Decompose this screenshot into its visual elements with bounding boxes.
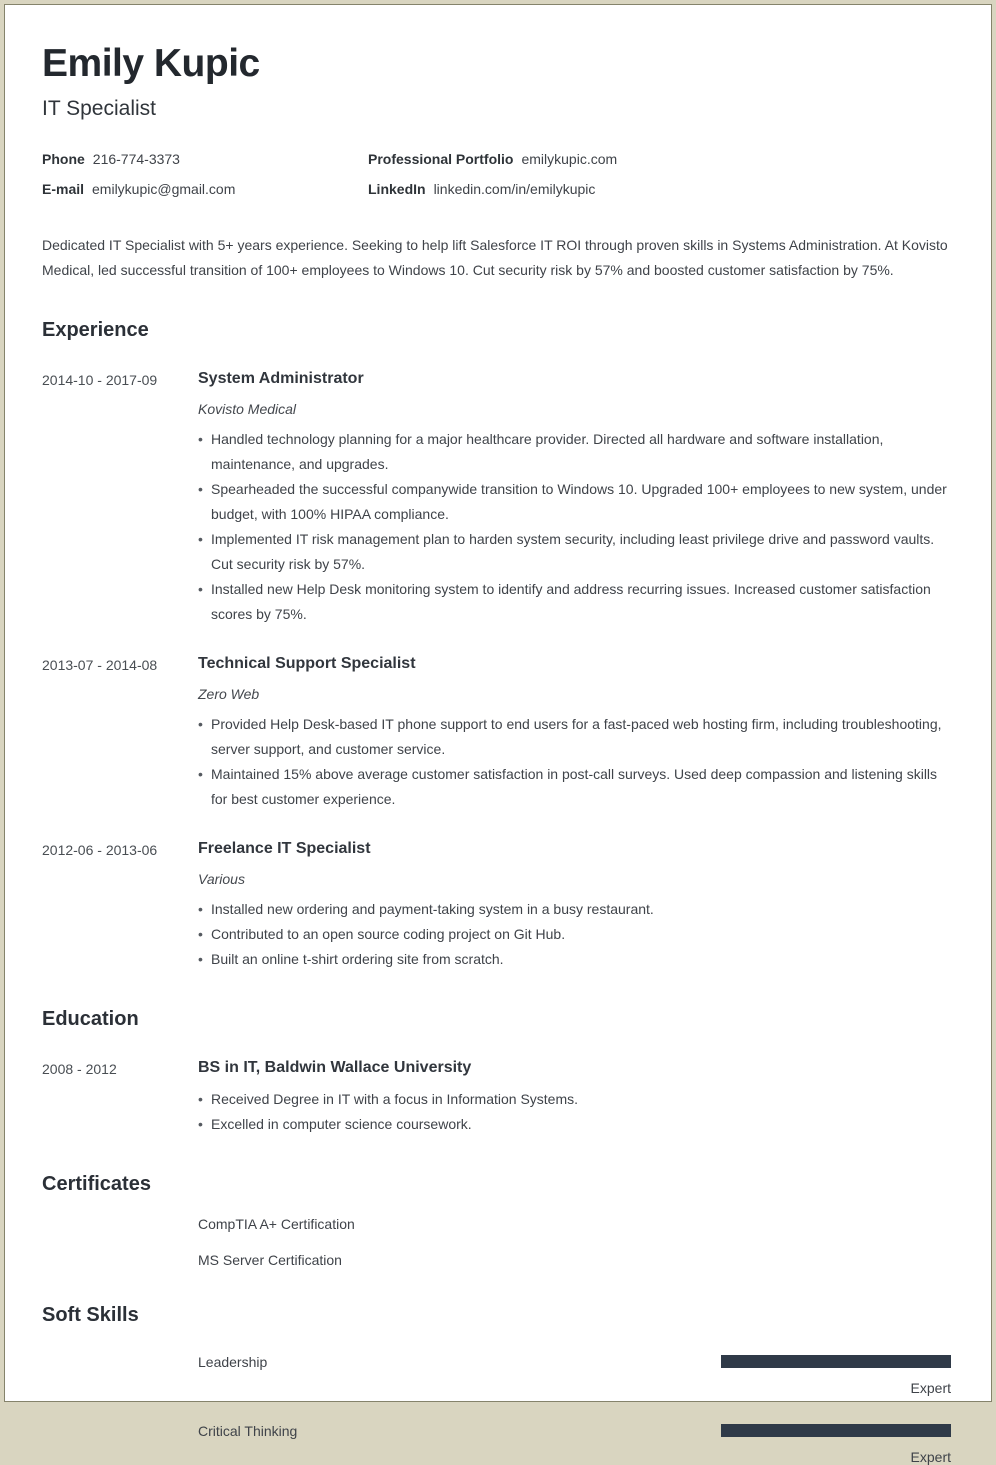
education-entry [42, 1059, 951, 1137]
skill-level-bar-fill [721, 1355, 951, 1368]
bullet-item: • Contributed to an open source coding project on Git Hub. [198, 922, 951, 947]
entry-dates: 2014-10 - 2017-09 [42, 371, 158, 388]
contact-email-value: emilykupic@gmail.com [92, 180, 236, 197]
contact-portfolio-label: Professional Portfolio [368, 150, 514, 167]
entry-title: Technical Support Specialist [198, 654, 416, 672]
entry-dates: 2008 - 2012 [42, 1060, 117, 1077]
page-title: Emily Kupic [42, 42, 260, 85]
section-heading-soft-skills: Soft Skills [42, 1303, 139, 1326]
entry-bullets [198, 1087, 951, 1137]
skill-row [198, 1422, 951, 1465]
bullet-item: • Built an online t-shirt ordering site from scratch. [198, 947, 951, 972]
contact-email-label: E-mail [42, 180, 85, 197]
entry-body [198, 840, 951, 972]
entry-company: Zero Web [198, 685, 260, 702]
skill-name: Critical Thinking [198, 1422, 298, 1439]
bullet-item: • Received Degree in IT with a focus in Information Systems. [198, 1087, 951, 1112]
bullet-item: • Spearheaded the successful companywide transition to Windows 10. Upgraded 100+ employees to new system, under budget, with 100% HIPAA compliance. [198, 477, 951, 527]
certificate-item: MS Server Certification [198, 1251, 342, 1268]
entry-title: System Administrator [198, 369, 364, 387]
skill-row [198, 1353, 951, 1396]
skill-level-label: Expert [910, 1448, 951, 1465]
contact-linkedin-value: linkedin.com/in/emilykupic [433, 180, 596, 197]
experience-entry [42, 655, 951, 812]
bullet-item: • Handled technology planning for a major healthcare provider. Directed all hardware and software installation, maintenance, and upgrades. [198, 427, 951, 477]
job-title: IT Specialist [42, 96, 156, 120]
section-heading-experience: Experience [42, 318, 149, 341]
experience-entry [42, 370, 951, 627]
entry-bullets [198, 712, 951, 812]
entry-title: Freelance IT Specialist [198, 839, 371, 857]
summary-paragraph: Dedicated IT Specialist with 5+ years experience. Seeking to help lift Salesforce IT ROI through proven skills in Systems Administration. At Kovisto Medical, led successful transition of 100+ employees to Windows 10. Cut security risk by 57% and boosted customer satisfaction by 75%. [42, 236, 948, 278]
bullet-item: • Implemented IT risk management plan to harden system security, including least privilege drive and password vaults. Cut security risk by 57%. [198, 527, 951, 577]
bullet-item: • Maintained 15% above average customer satisfaction in post-call surveys. Used deep compassion and listening skills for best customer experience. [198, 762, 951, 812]
entry-company: Kovisto Medical [198, 400, 297, 417]
contact-linkedin-label: LinkedIn [368, 180, 426, 197]
skill-level-bar-fill [721, 1424, 951, 1437]
contact-portfolio-value: emilykupic.com [521, 150, 618, 167]
bullet-item: • Provided Help Desk-based IT phone support to end users for a fast-paced web hosting firm, including troubleshooting, server support, and customer service. [198, 712, 951, 762]
entry-body [198, 370, 951, 627]
skill-level-bar [721, 1355, 951, 1368]
entry-dates: 2012-06 - 2013-06 [42, 841, 158, 858]
contact-info [42, 151, 951, 197]
entry-bullets [198, 427, 951, 627]
contact-email [42, 181, 368, 197]
contact-phone [42, 151, 368, 167]
bullet-item: • Excelled in computer science coursework. [198, 1112, 951, 1137]
section-heading-certificates: Certificates [42, 1172, 151, 1195]
entry-company: Various [198, 870, 245, 887]
contact-linkedin [368, 181, 951, 197]
entry-bullets [198, 897, 951, 972]
bullet-item: • Installed new ordering and payment-taking system in a busy restaurant. [198, 897, 951, 922]
resume-page [4, 4, 992, 1465]
entry-body [198, 1059, 951, 1137]
experience-entry [42, 840, 951, 972]
skill-level-bar [721, 1424, 951, 1437]
entry-title: BS in IT, Baldwin Wallace University [198, 1058, 472, 1076]
section-heading-education: Education [42, 1007, 139, 1030]
entry-body [198, 655, 951, 812]
contact-portfolio [368, 151, 951, 167]
skill-level-label: Expert [910, 1379, 951, 1396]
contact-phone-value: 216-774-3373 [92, 150, 180, 167]
skill-name: Leadership [198, 1353, 268, 1370]
entry-dates: 2013-07 - 2014-08 [42, 656, 158, 673]
certificate-item: CompTIA A+ Certification [198, 1215, 355, 1232]
bullet-item: • Installed new Help Desk monitoring system to identify and address recurring issues. Increased customer satisfaction scores by 75%. [198, 577, 951, 627]
contact-phone-label: Phone [42, 150, 85, 167]
